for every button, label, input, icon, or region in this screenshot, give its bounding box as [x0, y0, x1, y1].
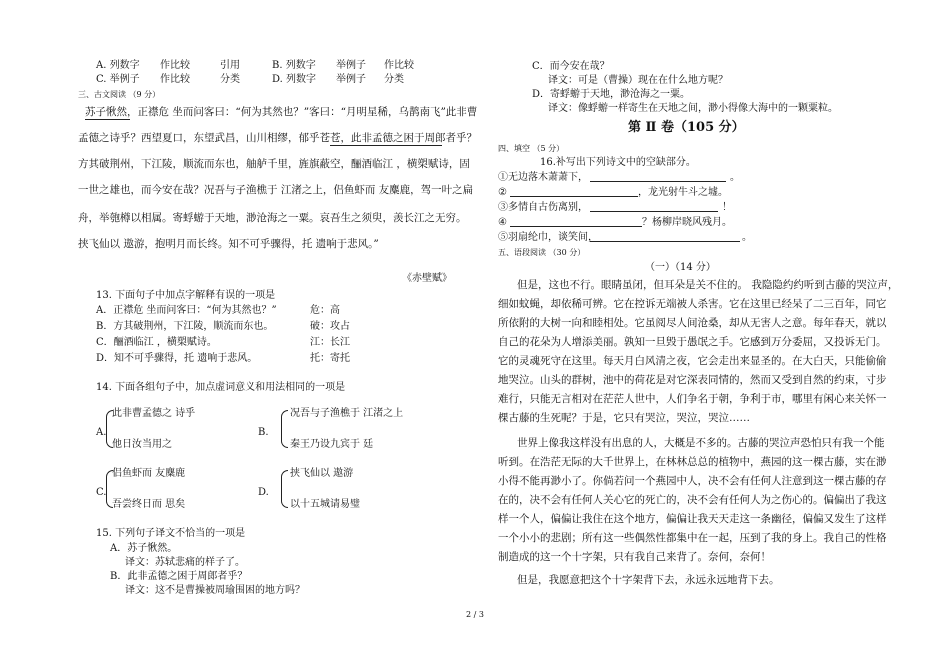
para-line-11: 小得不能再渺小了。你倘若问一个燕园中人，决不会有任何人注意到这一棵古藤的存	[498, 475, 887, 487]
q16-line-2-pre: ②	[498, 187, 507, 198]
para-line-1: 但是，这也不行。眼睛虽闭，但耳朵是关不住的。 我隐隐约约听到古藤的哭泣声，	[517, 279, 899, 291]
q16-line-5-post: 。	[742, 232, 752, 243]
q16-blank-4[interactable]	[510, 226, 642, 227]
q13-option-c: C．酾酒临江 ，横槊赋诗。	[96, 337, 217, 348]
q13-gloss-c: 江：长江	[310, 337, 350, 348]
option-d-1: D. 列数字	[272, 74, 317, 85]
q16-line-1-post: 。	[730, 172, 740, 183]
q14-d-brace	[281, 470, 288, 508]
para-line-14: 一个小小的悲剧；所有这一些偶然性都集中在一起，压到了我的身上。我自己的性格	[498, 532, 887, 544]
q16-line-4-post: ？杨柳岸晓风残月。	[642, 217, 732, 228]
q15-cont-4: 译文：像蜉蝣一样寄生在天地之间，渺小得像大海中的一颗粟粒。	[548, 103, 838, 114]
q14-d-top: 挟飞仙以 遨游	[290, 468, 354, 479]
q16-blank-2[interactable]	[510, 196, 638, 197]
q15-cont-2: 译文：可是（曹操）现在在什么地方呢？	[548, 75, 728, 86]
q14-a-label: A.	[96, 427, 107, 438]
passage-line-4: 一世之雄也，而今安在哉？况吾与子渔樵于 江渚之上，侣鱼虾而 友麋鹿，驾一叶之扁	[78, 184, 474, 196]
passage-line-5: 舟，举匏樽以相属。寄蜉蝣于天地，渺沧海之一粟。哀吾生之须臾，羡长江之无穷。	[78, 212, 467, 224]
q15-stem: 15. 下列句子译文不恰当的一项是	[96, 528, 246, 539]
para-line-6: 地哭泣。山头的群树，池中的荷花是对它深表同情的，然而又受到自然的约束，寸步	[498, 374, 887, 386]
q15-cont-1: C．而今安在哉？	[532, 61, 610, 72]
passage-underline-1	[85, 119, 130, 120]
q14-c-bottom: 吾尝终日而 思矣	[112, 499, 186, 510]
para-line-10: 听到。在浩茫无际的大千世界上，在林林总总的植物中，燕园的这一棵古藤，实在渺	[498, 456, 887, 468]
q16-blank-1[interactable]	[590, 181, 726, 182]
q16-stem: 16.补写出下列诗文中的空缺部分。	[540, 157, 696, 168]
para-line-3: 所依附的大树一向和睦相处。它虽阅尽人间沧桑，却从无害人之意。每年春天，就以	[498, 317, 887, 329]
passage-line-1: 苏子愀然，正襟危 坐而问客曰：“何为其然也？”客曰：“月明星稀，乌鹊南飞”此非曹	[85, 106, 478, 118]
q16-line-4-pre: ④	[498, 217, 507, 228]
q14-a-top: 此非曹孟德之 诗乎	[112, 408, 196, 419]
option-d-2: 举例子	[336, 74, 366, 85]
para-line-16: 但是，我愿意把这个十字架背下去，永远永远地背下去。	[517, 574, 780, 586]
q16-line-1-pre: ①无边落木萧萧下，	[498, 172, 588, 183]
passage-underline-2	[330, 145, 442, 146]
source-citation: 《赤壁赋》	[402, 273, 452, 284]
q14-d-bottom: 以十五城请易璧	[290, 499, 360, 510]
para-line-4: 自己的花朵为人增添美丽。孰知一旦毁于愚氓之手。它感到万分委屈，又投诉无门。	[498, 336, 887, 348]
q14-b-brace	[281, 410, 288, 448]
q13-option-d: D．知不可乎骤得，托 遗响于悲风。	[96, 353, 258, 364]
q13-option-a: A．正襟危 坐而问客曰：“何为其然也？”	[96, 305, 277, 316]
q13-option-b: B．方其破荆州，下江陵，顺流而东也。	[96, 321, 274, 332]
q13-stem: 13. 下面句子中加点字解释有误的一项是	[96, 290, 276, 301]
option-b-1: B. 列数字	[272, 60, 316, 71]
q16-line-5-pre: ⑤羽扇纶巾，谈笑间，	[498, 232, 598, 243]
q15-line-3: B．此非孟德之困于周郎者乎？	[110, 571, 248, 582]
q14-b-top: 况吾与子渔樵于 江渚之上	[290, 408, 404, 419]
part2-title: 第 Ⅱ 卷（105 分）	[628, 120, 745, 135]
para-line-15: 制造成的这一个十字架，只有我自己来背了。奈何，奈何！	[498, 551, 771, 563]
q15-line-2: 译文：苏轼悲痛的样子了。	[125, 557, 245, 568]
para-line-8: 棵古藤的生死呢？于是，它只有哭泣，哭泣，哭泣……	[498, 412, 750, 424]
q14-a-bottom: 他日汝当用之	[112, 439, 172, 450]
section4-title: 四、填空 （5 分）	[498, 144, 565, 153]
option-b-2: 举例子	[336, 60, 366, 71]
q13-gloss-b: 破：攻占	[310, 321, 350, 332]
para-line-5: 它的灵魂死守在这里。每天月白风清之夜，它会走出来显圣的。在大白天，只能偷偷	[498, 355, 887, 367]
q16-blank-3[interactable]	[590, 211, 718, 212]
option-a-3: 引用	[220, 60, 240, 71]
q14-d-label: D.	[258, 487, 269, 498]
q15-line-1: A．苏子愀然。	[110, 543, 178, 554]
q13-gloss-a: 危：高	[310, 305, 340, 316]
passage-line-6: 挟飞仙以 遨游，抱明月而长终。知不可乎骤得，托 遗响于悲风。”	[78, 238, 379, 250]
section3-title: 三、古文阅读 （9 分）	[78, 90, 161, 99]
q16-blank-5[interactable]	[590, 241, 740, 242]
q14-b-bottom: 秦王乃设九宾于 廷	[290, 439, 374, 450]
option-d-3: 分类	[384, 74, 404, 85]
page-number: 2 / 3	[466, 610, 484, 619]
para-line-13: 样一个人，偏偏让我住在这个地方，偏偏让我天天走这一条幽径，偏偏又发生了这样	[498, 513, 887, 525]
part1-title: （一）（14 分）	[645, 262, 716, 273]
q16-line-2-post: ，龙光射牛斗之墟。	[638, 187, 728, 198]
q16-line-3-post: ！	[722, 202, 732, 213]
para-line-7: 难行，只能无言相对在茫茫人世中，人们争名于朝，争利于市，哪里有闲心来关怀一	[498, 393, 887, 405]
para-line-2: 细如蚊蝇，却依稀可辨。它在控诉无端被人杀害。它在这里已经呆了二三百年，同它	[498, 298, 887, 310]
q13-gloss-d: 托：寄托	[310, 353, 350, 364]
q14-stem: 14. 下面各组句子中，加点虚词意义和用法相同的一项是	[96, 382, 346, 393]
option-c-2: 作比较	[160, 74, 190, 85]
para-line-12: 在的，决不会有任何人关心它的死亡的，决不会有任何人为之伤心的。偏偏出了我这	[498, 494, 887, 506]
option-c-3: 分类	[220, 74, 240, 85]
q15-line-4: 译文：这不是曹操被周瑜围困的地方吗？	[125, 585, 305, 596]
passage-line-3: 方其破荆州，下江陵，顺流而东也，舳舻千里，旌旗蔽空，酾酒临江 ，横槊赋诗，固	[78, 158, 470, 170]
passage-line-2: 孟德之诗乎？西望夏口，东望武昌，山川相缪，郁乎苍苍，此非孟德之困于周郎者乎？	[78, 132, 477, 144]
q14-b-label: B.	[258, 427, 269, 438]
q16-line-3-pre: ③多情自古伤离别，	[498, 202, 588, 213]
section5-title: 五、语段阅读 （30 分）	[498, 248, 586, 257]
para-line-9: 世界上像我这样没有出息的人，大概是不多的。古藤的哭泣声恐怕只有我一个能	[517, 437, 885, 449]
option-a-1: A. 列数字	[96, 60, 140, 71]
q15-cont-3: D．寄蜉蝣于天地，渺沧海之一粟。	[532, 89, 691, 100]
option-a-2: 作比较	[160, 60, 190, 71]
q14-c-label: C.	[96, 487, 107, 498]
q14-c-top: 侣鱼虾而 友麋鹿	[112, 468, 186, 479]
option-b-3: 作比较	[384, 60, 414, 71]
option-c-1: C. 举例子	[96, 74, 140, 85]
